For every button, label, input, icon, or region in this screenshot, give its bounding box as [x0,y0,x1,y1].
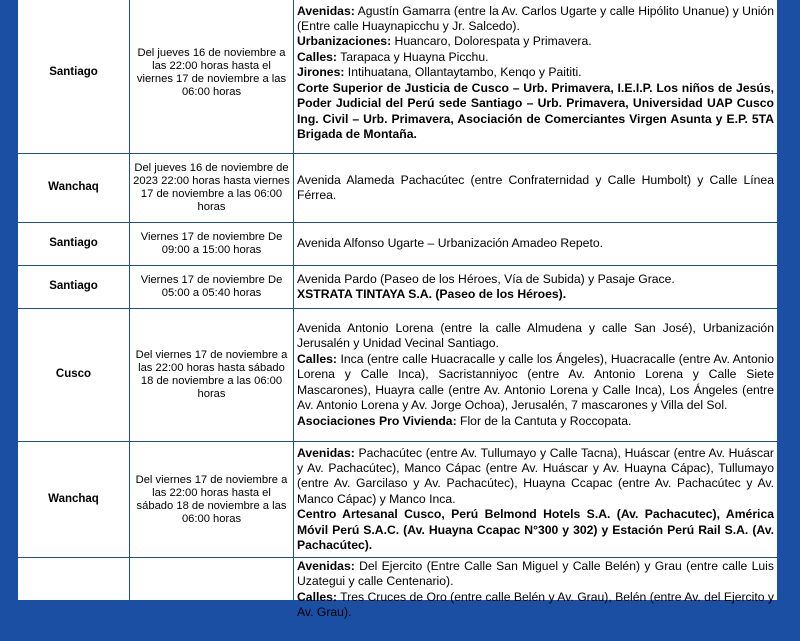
area-text: Avenida Pardo (Paseo de los Héroes, Vía de Subida) y Pasaje Grace. [297,271,675,286]
area-text: Huancaro, Dolorespata y Primavera. [391,34,592,49]
table-row [18,154,778,223]
area-text: Avenida Alfonso Ugarte – Urbanización Amadeo Repeto. [297,236,604,251]
schedule-cell: Del viernes 17 de noviembre a las 22:00 horas hasta sábado 18 de noviembre a las 06:00 horas [130,309,294,442]
district-cell: Santiago [18,223,130,266]
area-line [297,507,774,553]
area-label: Asociaciones Pro Vivienda: [297,413,457,428]
district-cell: Santiago [18,266,130,309]
schedule-cell: Del jueves 16 de noviembre de 2023 22:00 horas hasta viernes 17 de noviembre a las 06:00 horas [130,154,294,223]
area-line [297,81,774,143]
table-row [18,266,778,309]
table-row [18,223,778,266]
area-text: Avenida Alameda Pachacútec (entre Confraternidad y Calle Humbolt) y Calle Línea Férrea. [297,172,774,202]
table-row [18,0,778,154]
area-text: Tarapaca y Huayna Picchu. [336,49,489,64]
area-line [297,321,774,352]
district-cell: Wanchaq [18,154,130,223]
area-text: Del Ejercito (Entre Calle San Miguel y Calle Belén) y Grau (entre calle Luis Uzategui y calle Centenario). [297,559,774,589]
area-line [297,34,774,49]
affected-areas-cell [294,266,778,309]
area-line [297,446,774,508]
table-row [18,442,778,558]
affected-areas-cell [294,154,778,223]
affected-entities: Corte Superior de Justicia de Cusco – Urb. Primavera, I.E.I.P. Los niños de Jesús, Poder Judicial del Perú sede Santiago – Urb. Primavera, Universidad UAP Cusco Ing. Civil – Urb. Primavera, Asociación de Comerciantes Virgen Asunta y E.P. 5TA Brigada de Montaña. [297,80,774,141]
area-line [297,236,774,251]
schedule-cell: Del jueves 16 de noviembre a las 22:00 horas hasta el viernes 17 de noviembre a las 06:00 horas [130,0,294,154]
affected-areas-cell [294,558,778,641]
area-label: Avenidas: [297,3,355,18]
area-line [297,272,774,287]
area-line [297,352,774,414]
district-cell: Santiago [18,0,130,154]
area-text: Tres Cruces de Oro (entre calle Belén y Av. Grau), Belén (entre Av. del Ejercito y Av. Grau). [297,589,774,620]
area-label: Calles: [297,351,337,366]
area-line [297,50,774,65]
district-cell: Wanchaq [18,442,130,558]
table-row [18,558,778,641]
schedule-cell: Viernes 17 de noviembre De 09:00 a 15:00 horas [130,223,294,266]
outage-schedule-table [17,0,778,641]
area-text: Pachacútec (entre Av. Tullumayo y Calle Tacna), Huáscar (entre Av. Huáscar y Av. Pachacútec), Manco Cápac (entre Av. Huáscar y Av. Huayna Cápac), Tullumayo (entre Av. Garcilaso y Av. Pachacútec), Huayna Ccapac (entre Av. Pachacútec y Av. Manco Cápac) y Manco Inca. [297,445,774,506]
affected-areas-cell [294,442,778,558]
district-cell: Cusco [18,309,130,442]
area-text: Avenida Antonio Lorena (entre la calle Almudena y calle San José), Urbanización Jerusalén y Unidad Vecinal Santiago. [297,321,774,351]
affected-entities: Centro Artesanal Cusco, Perú Belmond Hotels S.A. (Av. Pachacutec), América Móvil Perú S.A.C. (Av. Huayna Ccapac N°300 y 302) y Estación Perú Rail S.A. (Av. Pachacútec). [297,507,774,553]
schedule-cell [130,558,294,641]
area-line [297,287,774,302]
area-line [297,173,774,204]
area-line [297,65,774,80]
affected-areas-cell [294,223,778,266]
area-text: Agustín Gamarra (entre la Av. Carlos Ugarte y calle Hipólito Unanue) y Unión (Entre calle Huaynapicchu y Jr. Salcedo). [297,3,774,34]
area-line [297,4,774,35]
area-label: Urbanizaciones: [297,34,392,49]
area-label: Calles: [297,589,337,604]
area-label: Avenidas: [297,445,355,460]
outage-table-body [18,0,778,641]
schedule-cell: Viernes 17 de noviembre De 05:00 a 05:40 horas [130,266,294,309]
affected-areas-cell [294,309,778,442]
area-line [297,590,774,621]
area-line [297,414,774,429]
area-label: Jirones: [297,65,345,80]
table-row [18,309,778,442]
area-text: Intihuatana, Ollantaytambo, Kenqo y Paititi. [344,65,582,80]
affected-areas-cell [294,0,778,154]
district-cell [18,558,130,641]
affected-entities: XSTRATA TINTAYA S.A. (Paseo de los Héroes). [297,287,567,301]
area-text: Inca (entre calle Huacracalle y calle los Ángeles), Huacracalle (entre Av. Antonio Lorena y Calle Inca), Sacristanniyoc (entre Av. Antonio Lorena y Calle Siete Mascarones), Huayra calle (entre Av. Antonio Lorena y Calle Inca), Los Ángeles (entre Av. Antonio Lorena y Av. Jorge Ochoa), Jerusalén, 7 mascarones y Villa del Sol. [297,351,774,413]
area-label: Avenidas: [297,559,355,573]
schedule-cell: Del viernes 17 de noviembre a las 22:00 horas hasta el sábado 18 de noviembre a las 06:00 horas [130,442,294,558]
area-label: Calles: [297,49,337,64]
area-text: Flor de la Cantuta y Roccopata. [456,413,632,428]
area-line [297,559,774,590]
